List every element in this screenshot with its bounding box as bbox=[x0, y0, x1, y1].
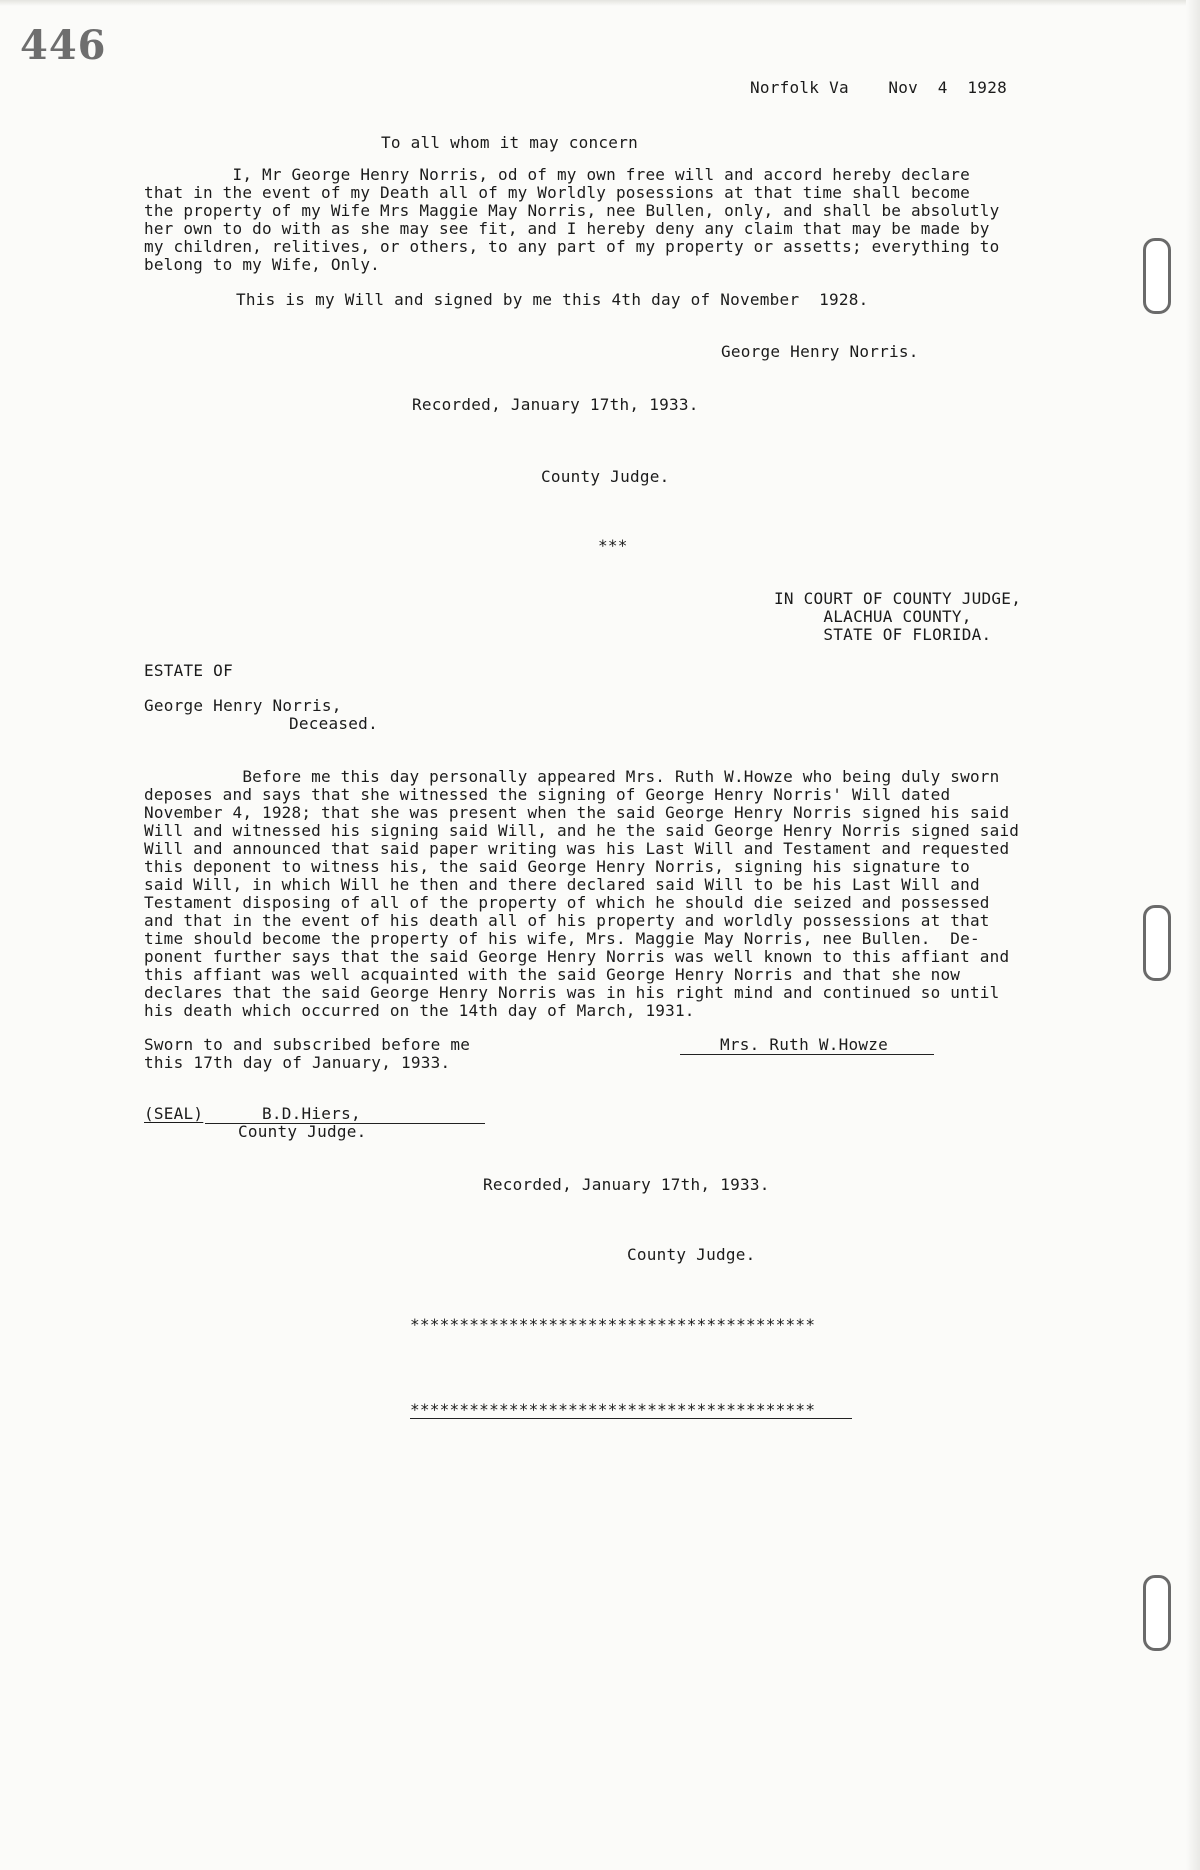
will-line: her own to do with as she may see fit, and I hereby deny any claim that may be made by bbox=[144, 219, 990, 238]
closing-rule bbox=[410, 1418, 852, 1419]
affidavit-line: this deponent to witness his, the said George Henry Norris, signing his signature to bbox=[144, 857, 970, 876]
affidavit-line: declares that the said George Henry Norris was in his right mind and continued so until bbox=[144, 983, 1000, 1002]
county-judge-label: County Judge. bbox=[627, 1245, 756, 1264]
estate-of-label: ESTATE OF bbox=[144, 661, 233, 680]
page-top-edge bbox=[0, 0, 1200, 6]
affidavit-line: Before me this day personally appeared Mrs. Ruth W.Howze who being duly sworn bbox=[144, 767, 1000, 786]
affidavit-line: said Will, in which Will he then and there declared said Will to be his Last Will and bbox=[144, 875, 980, 894]
affidavit-line: deposes and says that she witnessed the signing of George Henry Norris' Will dated bbox=[144, 785, 951, 804]
affiant-signature-line bbox=[680, 1054, 934, 1055]
affidavit-line: November 4, 1928; that she was present when the said George Henry Norris signed his said bbox=[144, 803, 1010, 822]
salutation: To all whom it may concern bbox=[381, 133, 638, 152]
affidavit-line: Will and announced that said paper writing was his Last Will and Testament and requested bbox=[144, 839, 1010, 858]
star-separator: ***************************************** bbox=[410, 1315, 816, 1334]
page-right-edge bbox=[1186, 0, 1200, 1870]
testator-signature: George Henry Norris. bbox=[721, 342, 919, 361]
affidavit-line: Will and witnessed his signing said Will, and he the said George Henry Norris signed said bbox=[144, 821, 1020, 840]
county-judge-label: County Judge. bbox=[541, 467, 670, 486]
affidavit-line: time should become the property of his wife, Mrs. Maggie May Norris, nee Bullen. De- bbox=[144, 929, 980, 948]
affidavit-line: and that in the event of his death all of his property and worldly possessions at that bbox=[144, 911, 990, 930]
binder-hole-middle bbox=[1143, 905, 1171, 981]
place-date: Norfolk Va Nov 4 1928 bbox=[750, 78, 1007, 97]
will-line: that in the event of my Death all of my Worldly posessions at that time shall become bbox=[144, 183, 970, 202]
signed-statement: This is my Will and signed by me this 4th day of November 1928. bbox=[236, 290, 869, 309]
judge-signature: B.D.Hiers, bbox=[262, 1104, 361, 1123]
will-line: my children, relitives, or others, to any part of my property or assetts; everything to bbox=[144, 237, 1000, 256]
will-line: I, Mr George Henry Norris, od of my own free will and accord hereby declare bbox=[144, 165, 970, 184]
recorded-line: Recorded, January 17th, 1933. bbox=[412, 395, 699, 414]
decedent-name: George Henry Norris, bbox=[144, 696, 342, 715]
sworn-line: Sworn to and subscribed before me bbox=[144, 1035, 471, 1054]
affidavit-line: this affiant was well acquainted with the said George Henry Norris and that she now bbox=[144, 965, 961, 984]
affidavit-line: his death which occurred on the 14th day of March, 1931. bbox=[144, 1001, 695, 1020]
judge-title: County Judge. bbox=[238, 1122, 367, 1141]
binder-hole-top bbox=[1143, 238, 1171, 314]
separator-stars: *** bbox=[598, 536, 628, 555]
court-heading-line: IN COURT OF COUNTY JUDGE, bbox=[774, 589, 1022, 608]
sworn-line: this 17th day of January, 1933. bbox=[144, 1053, 451, 1072]
affidavit-line: Testament disposing of all of the property of which he should die seized and possessed bbox=[144, 893, 990, 912]
page-number: 446 bbox=[20, 22, 107, 69]
binder-hole-bottom bbox=[1143, 1575, 1171, 1651]
seal-label: (SEAL) bbox=[144, 1104, 204, 1123]
court-heading-line: STATE OF FLORIDA. bbox=[774, 625, 992, 644]
affiant-signature: Mrs. Ruth W.Howze bbox=[720, 1035, 889, 1054]
recorded-line: Recorded, January 17th, 1933. bbox=[483, 1175, 770, 1194]
will-line: the property of my Wife Mrs Maggie May Norris, nee Bullen, only, and shall be absolutly bbox=[144, 201, 1000, 220]
will-line: belong to my Wife, Only. bbox=[144, 255, 380, 274]
affidavit-line: ponent further says that the said George Henry Norris was well known to this affiant and bbox=[144, 947, 1010, 966]
star-separator: ***************************************** bbox=[410, 1400, 816, 1419]
court-heading-line: ALACHUA COUNTY, bbox=[774, 607, 972, 626]
deceased-label: Deceased. bbox=[289, 714, 378, 733]
